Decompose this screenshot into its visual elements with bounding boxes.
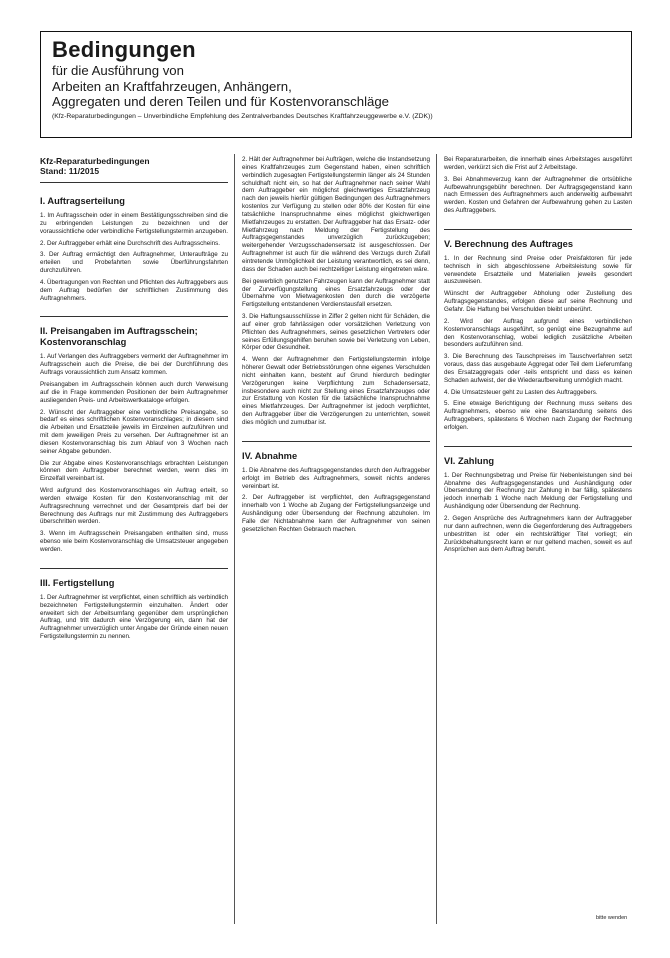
- paragraph: 3. Bei Abnahmeverzug kann der Auftragnehmer die ortsübliche Aufbewahrungsgebühr berechnen. Der Auftragsgegenstand kann nach Ermessen des Auftragnehmers auch anderweitig aufbewahrt werden. Kosten und Gefahren der Aufbewahrung gehen zu Lasten des Auftraggebers.: [444, 175, 632, 215]
- page-title: Bedingungen: [52, 37, 196, 62]
- paragraph: 1. Im Auftragsschein oder in einem Bestätigungsschreiben sind die zu erbringenden Leistungen zu bezeichnen und der voraussichtliche oder verbindliche Fertigstellungstermin anzugeben.: [40, 212, 228, 235]
- meta-line: Stand: 11/2015: [40, 166, 100, 176]
- paragraph: 2. Der Auftraggeber erhält eine Durchschrift des Auftragsscheins.: [40, 239, 220, 247]
- section-heading: I. Auftragserteilung: [40, 196, 125, 206]
- subtitle-line: Aggregaten und deren Teilen und für Kostenvoranschläge: [52, 94, 390, 109]
- paragraph: 2. Hält der Auftragnehmer bei Aufträgen, welche die Instandsetzung eines Kraftfahrzeuges zum Gegenstand haben, einen schriftlich verbindlich zugesagten Fertigstellungstermin länger als 24 Stunden schuldhaft nicht ein, so hat der Auftragnehmer nach seiner Wahl dem Auftraggeber ein möglichst gleichwertiges Ersatzfahrzeug nach den jeweils hierfür gültigen Bedingungen des Auftragnehmers kostenlos zur Verfügung zu stellen oder 80% der Kosten für eine tatsächliche Inanspruchnahme eines möglichst gleichwertigen Mietfahrzeuges zu erstatten. Der Auftraggeber hat das Ersatz- oder Mietfahrzeug nach Meldung der Fertigstellung des Auftragsgegenstandes unverzüglich zurückzugeben; weitergehender Verzugsschadensersatz ist ausgeschlossen. Der Auftragnehmer ist auch für die während des Verzugs durch Zufall eintretende Unmöglichkeit der Leistung verantwortlich, es sei denn, dass der Schaden auch bei rechtzeitiger Leistung eingetreten wäre.: [242, 156, 430, 273]
- paragraph: 3. Wenn im Auftragsschein Preisangaben enthalten sind, muss ebenso wie beim Kostenvoranschlag die Umsatzsteuer angegeben werden.: [40, 530, 228, 553]
- paragraph: 1. In der Rechnung sind Preise oder Preisfaktoren für jede technisch in sich abgeschlossene Arbeitsleistung sowie für verwendete Ersatzteile und Materialien jeweils gesondert auszuweisen.: [444, 254, 632, 286]
- paragraph: 1. Der Rechnungsbetrag und Preise für Nebenleistungen sind bei Abnahme des Auftragsgegenstandes und Aushändigung oder Übersendung der Rechnung zur Zahlung in bar fällig, spätestens jedoch innerhalb 1 Woche nach Meldung der Fertigstellung und Aushändigung oder Übersendung der Rechnung.: [444, 471, 632, 511]
- paragraph: Bei Reparaturarbeiten, die innerhalb eines Arbeitstages ausgeführt werden, verkürzt sich die Frist auf 2 Arbeitstage.: [444, 156, 632, 171]
- paragraph: 2. Der Auftraggeber ist verpflichtet, den Auftragsgegenstand innerhalb von 1 Woche ab Zugang der Fertigstellungsanzeige und Aushändigung oder Übersendung der Rechnung abzuholen. Im Falle der Nichtabnahme kann der Auftragnehmer von seinen gesetzlichen Rechten Gebrauch machen.: [242, 494, 430, 533]
- paragraph: 5. Eine etwaige Berichtigung der Rechnung muss seitens des Auftragnehmers, ebenso wie eine Beanstandung seitens des Auftraggebers, spätestens 6 Wochen nach Zugang der Rechnung erfolgen.: [444, 400, 632, 431]
- meta-line: Kfz-Reparaturbedingungen: [40, 156, 150, 166]
- paragraph: 1. Die Abnahme des Auftragsgegenstandes durch den Auftraggeber erfolgt im Betrieb des Auftragnehmers, soweit nichts anderes vereinbart ist.: [242, 466, 430, 490]
- paragraph: Wünscht der Auftraggeber Abholung oder Zustellung des Auftragsgegenstandes, erfolgen diese auf seine Rechnung und Gefahr. Die Haftung bei Verschulden bleibt unberührt.: [444, 290, 632, 313]
- paragraph: 4. Übertragungen von Rechten und Pflichten des Auftraggebers aus dem Auftrag bedürfen der schriftlichen Zustimmung des Auftragnehmers.: [40, 278, 228, 302]
- page-turn-note: bitte wenden: [596, 915, 628, 921]
- section-heading: III. Fertigstellung: [40, 577, 115, 588]
- section-rule: [40, 182, 228, 183]
- section-heading: VI. Zahlung: [444, 455, 495, 466]
- section-heading: II. Preisangaben im Auftragsschein; Kostenvoranschlag: [40, 326, 198, 348]
- paragraph: 3. Die Haftungsausschlüsse in Ziffer 2 gelten nicht für Schäden, die auf einer grob fahrlässigen oder vorsätzlichen Verletzung von Pflichten des Auftragnehmers, seines gesetzlichen Vertreters oder seines Erfüllungsgehilfen beruhen sowie bei Verletzung von Leben, Körper oder Gesundheit.: [242, 313, 430, 352]
- paragraph: 1. Der Auftragnehmer ist verpflichtet, einen schriftlich als verbindlich bezeichneten Fertigstellungstermin einzuhalten. Ändert oder erweitert sich der Arbeitsumfang gegenüber dem ursprünglichen Auftrag, und tritt dadurch eine Verzögerung ein, dann hat der Auftragnehmer unverzüglich unter Angabe der Gründe einen neuen Fertigstellungstermin zu nennen.: [40, 593, 228, 641]
- paragraph: 2. Wird der Auftrag aufgrund eines verbindlichen Kostenvoranschlags ausgeführt, so genügt eine Bezugnahme auf den Kostenvoranschlag, wobei lediglich zusätzliche Arbeiten besonders aufzuführen sind.: [444, 317, 632, 349]
- paragraph: 3. Der Auftrag ermächtigt den Auftragnehmer, Unteraufträge zu erteilen und Probefahrten sowie Überführungsfahrten durchzuführen.: [40, 251, 228, 275]
- title-box: [40, 31, 632, 138]
- paragraph: 2. Wünscht der Auftraggeber eine verbindliche Preisangabe, so bedarf es eines schriftlichen Kostenvoranschlages; in diesem sind die Arbeiten und Ersatzteile jeweils im Einzelnen aufzuführen und mit dem jeweiligen Preis zu versehen. Der Auftragnehmer ist an diesen Kostenvoranschlag bis zum Ablauf von 3 Wochen nach seiner Abgabe gebunden.: [40, 408, 228, 455]
- column-3: [444, 156, 632, 558]
- section-heading: V. Berechnung des Auftrages: [444, 238, 573, 249]
- recommendation-note: (Kfz-Reparaturbedingungen – Unverbindliche Empfehlung des Zentralverbandes Deutsches Kraftfahrzeuggewerbe e.V. (ZDK)): [52, 112, 433, 120]
- paragraph: Die zur Abgabe eines Kostenvoranschlags erbrachten Leistungen können dem Auftraggeber berechnet werden, wenn dies im Einzelfall vereinbart ist.: [40, 459, 228, 483]
- paragraph: Wird aufgrund des Kostenvoranschlages ein Auftrag erteilt, so werden etwaige Kosten für den Kostenvoranschlag mit der Auftragsrechnung verrechnet und der Gesamtpreis darf bei der Berechnung des Auftrags nur mit Zustimmung des Auftraggebers überschritten werden.: [40, 487, 228, 526]
- document-meta: [40, 156, 228, 176]
- paragraph: 4. Wenn der Auftragnehmer den Fertigstellungstermin infolge höherer Gewalt oder Betriebsstörungen ohne eigenes Verschulden nicht einhalten kann, besteht auf Grund hierdurch bedingter Verzögerungen keine Verpflichtung zum Schadensersatz, insbesondere auch nicht zur Stellung eines Ersatzfahrzeuges oder zur Erstattung von Kosten für die tatsächliche Inanspruchnahme eines Mietfahrzeuges. Der Auftragnehmer ist jedoch verpflichtet, den Auftraggeber über die Verzögerungen zu unterrichten, soweit dies möglich und zumutbar ist.: [242, 356, 430, 426]
- section-rule: [40, 316, 228, 317]
- column-divider: [234, 154, 235, 924]
- section-rule: [40, 568, 228, 569]
- column-1: [40, 156, 228, 645]
- column-divider: [436, 154, 437, 924]
- paragraph: Bei gewerblich genutzten Fahrzeugen kann der Auftragnehmer statt der Zurverfügungstellung eines Ersatzfahrzeugs oder der Übernahme von Mietwagenkosten den durch die verzögerte Fertigstellung entstandenen Verdienstausfall ersetzen.: [242, 277, 430, 309]
- section-rule: [444, 229, 632, 230]
- section-rule: [444, 446, 632, 447]
- section-heading: IV. Abnahme: [242, 450, 298, 461]
- column-2: [242, 156, 430, 538]
- paragraph: 3. Die Berechnung des Tauschpreises im Tauschverfahren setzt voraus, dass das ausgebaute Aggregat oder Teil dem Lieferumfang des Ersatzaggregats oder -teils entspricht und dass es keinen Schaden aufweist, der die Wiederaufbereitung unmöglich macht.: [444, 353, 632, 384]
- paragraph: 1. Auf Verlangen des Auftraggebers vermerkt der Auftragnehmer im Auftragsschein auch die Preise, die bei der Durchführung des Auftrags voraussichtlich zum Ansatz kommen.: [40, 353, 228, 377]
- paragraph: 2. Gegen Ansprüche des Auftragnehmers kann der Auftraggeber nur dann aufrechnen, wenn die Gegenforderung des Auftraggebers unbestritten ist oder ein rechtskräftiger Titel vorliegt; ein Zurückbehaltungsrecht kann er nur geltend machen, soweit es auf Ansprüchen aus dem Auftrag beruht.: [444, 515, 632, 554]
- section-rule: [242, 441, 430, 442]
- paragraph: 4. Die Umsatzsteuer geht zu Lasten des Auftraggebers.: [444, 388, 598, 396]
- subtitle-line: für die Ausführung von: [52, 63, 184, 78]
- paragraph: Preisangaben im Auftragsschein können auch durch Verweisung auf die in Frage kommenden Positionen der beim Auftragnehmer ausliegenden Preis- und Arbeitswertkataloge erfolgen.: [40, 380, 228, 404]
- subtitle-line: Arbeiten an Kraftfahrzeugen, Anhängern,: [52, 78, 292, 94]
